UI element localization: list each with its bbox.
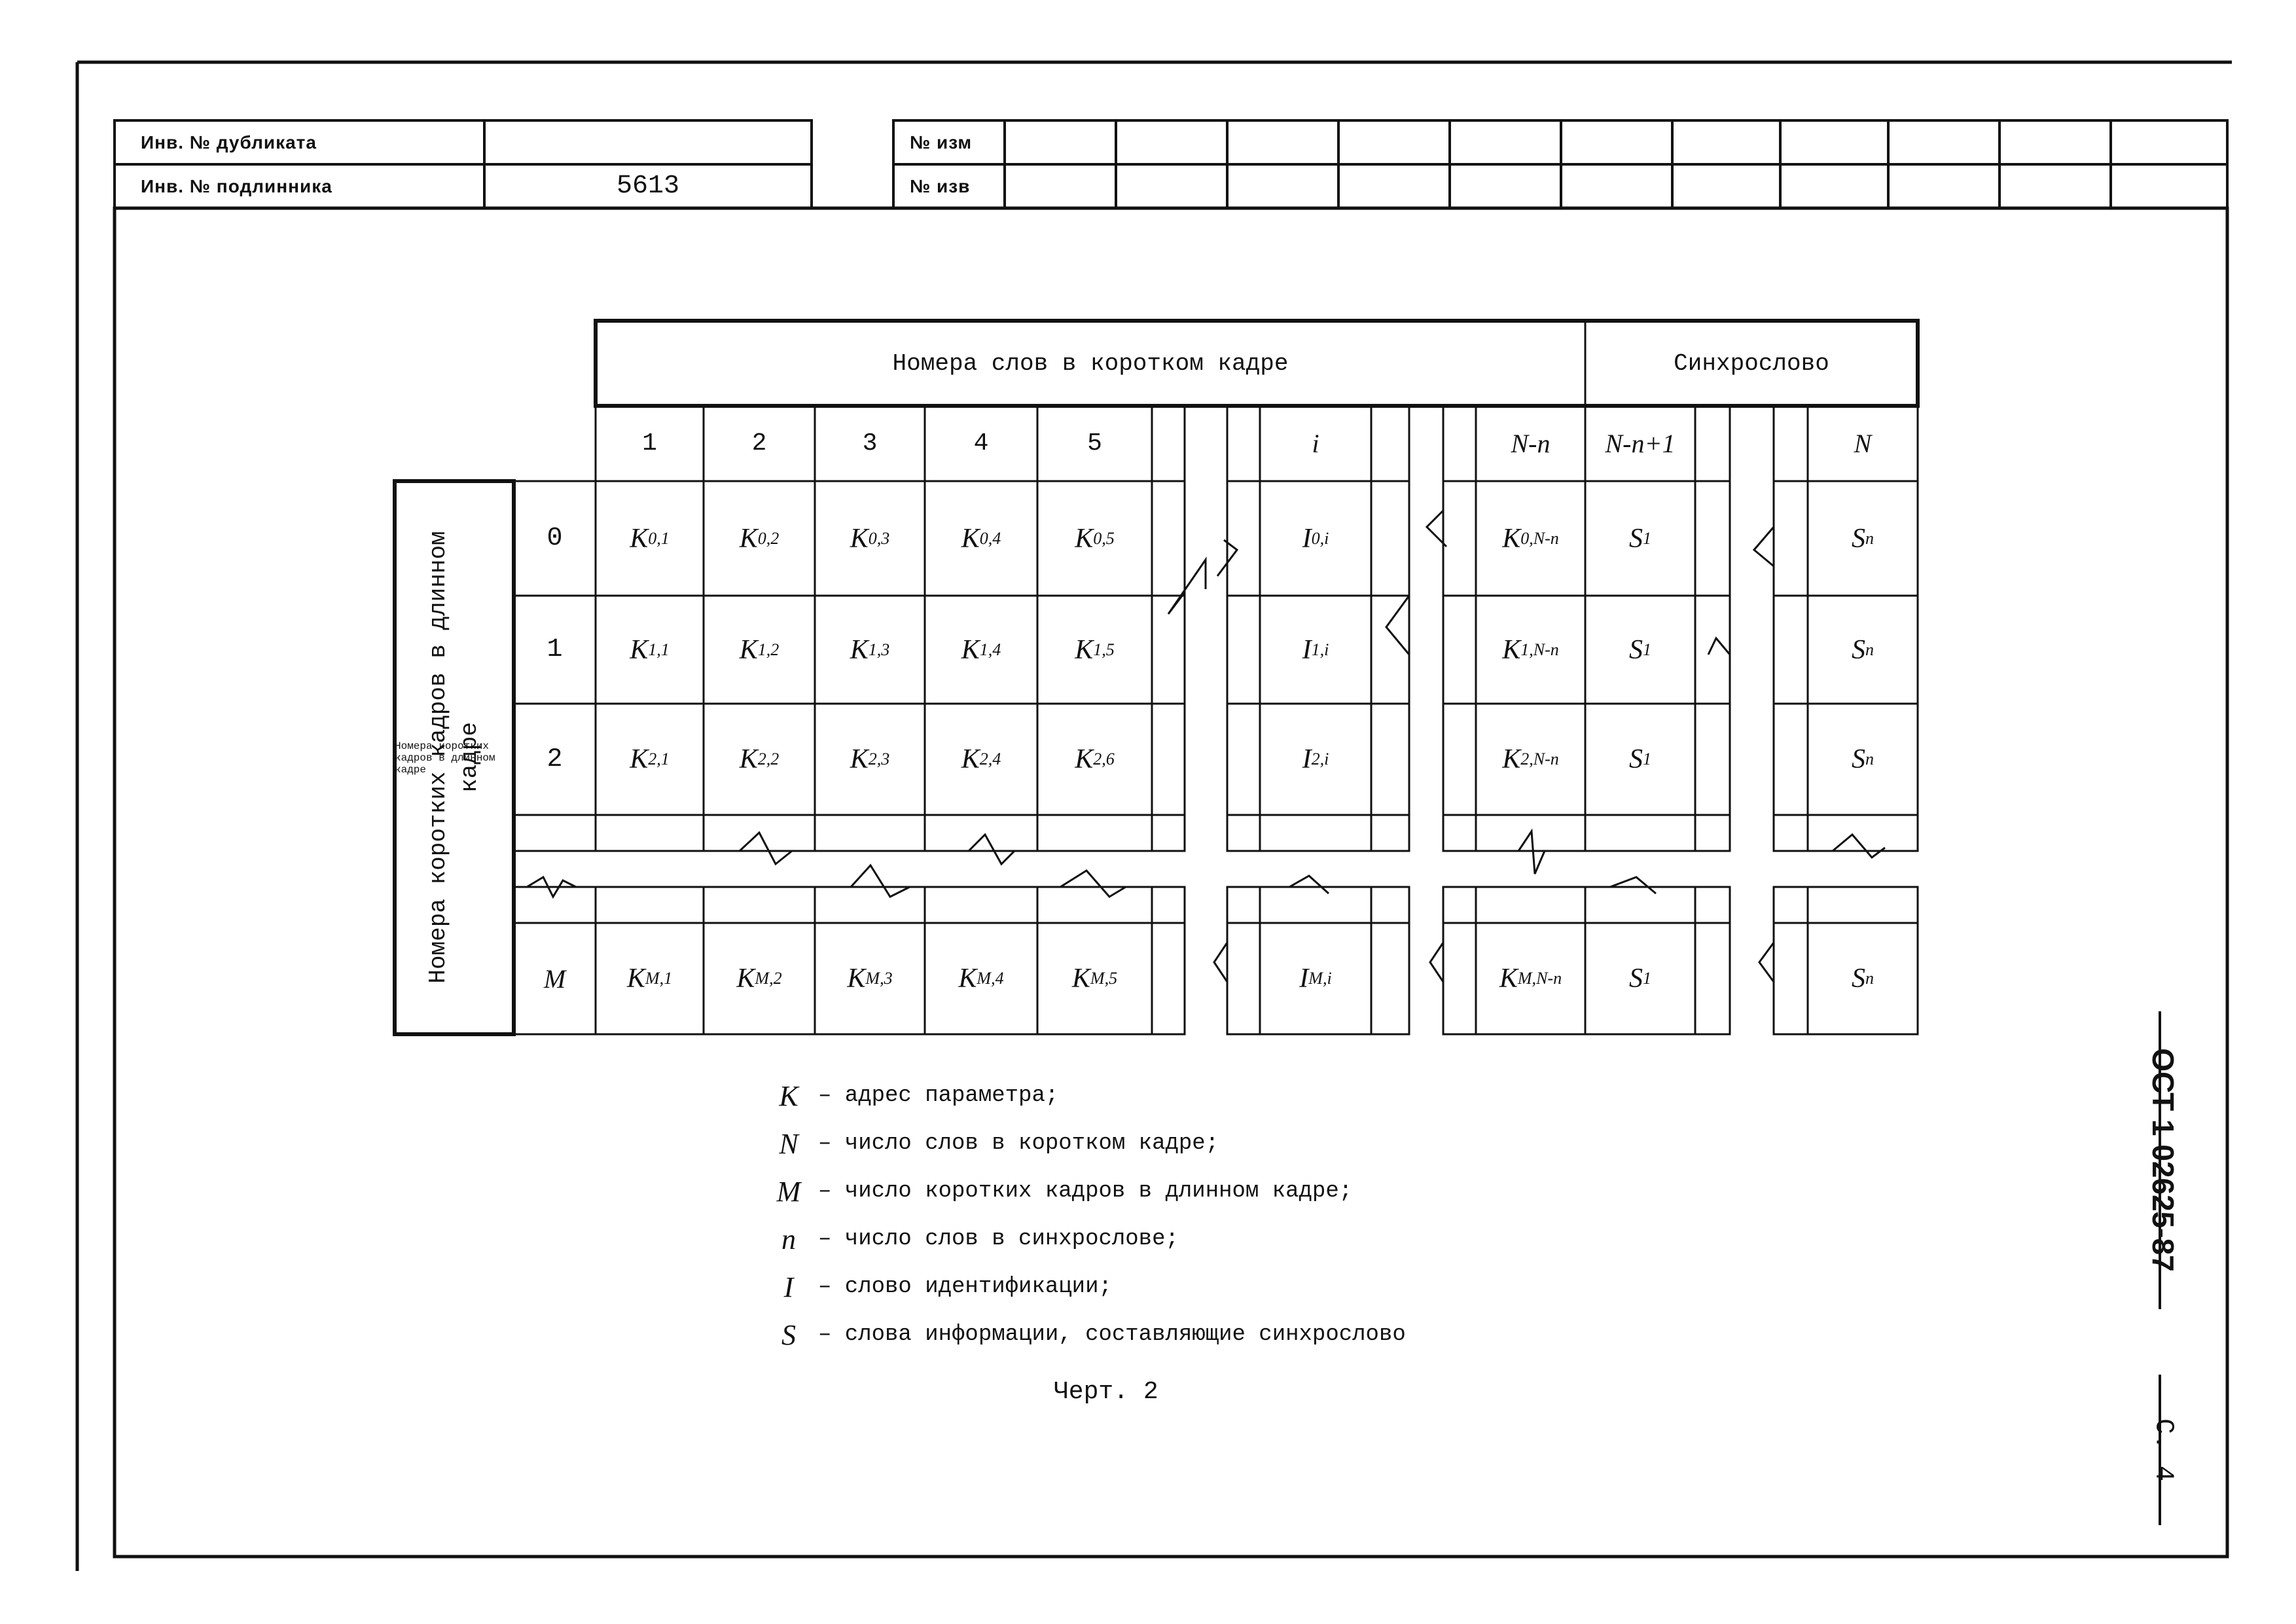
row-label: M [543,964,566,994]
table-cell: K M,1 [626,964,673,994]
table-cell: K 0,5 [1075,523,1115,554]
table-cell: K M,N-n [1499,964,1562,994]
legend-text: – адрес параметра; [818,1083,1059,1108]
table-cell: S n [1851,523,1874,554]
table-cell: I 0,i [1302,523,1329,554]
legend-symbol: M [776,1176,801,1208]
legend-text: – число коротких кадров в длинном кадре; [818,1179,1353,1204]
column-label: N-n+1 [1605,429,1676,458]
column-label: 1 [642,429,657,458]
table-cell: K 2,1 [630,744,670,774]
header-word-numbers: Номера слов в коротком кадре [892,350,1289,377]
table-cell: K M,5 [1071,964,1118,994]
table-cell: S 1 [1628,523,1651,554]
orig-inventory-label: Инв. № подлинника [141,175,332,196]
column-label: N-n [1511,429,1551,458]
table-cell: I 1,i [1302,634,1329,665]
notice-number-label: № изв [910,175,971,196]
table-cell: I M,i [1299,964,1332,994]
legend-symbol: I [783,1271,794,1303]
header-sync-word: Синхрослово [1674,350,1829,377]
page-number: С. 4 [2148,1418,2178,1482]
table-cell: K M,4 [958,964,1004,994]
standard-designation: ОСТ 1 02625-87 [2146,1048,2180,1272]
column-label: N [1854,429,1872,458]
table-cell: K M,2 [736,964,782,994]
table-cell: S 1 [1628,744,1651,774]
row-header-frame-numbers: Номера коротких кадров в длинном кадре [395,740,495,776]
row-label: 1 [547,635,563,664]
table-cell: K 0,4 [961,523,1001,554]
row-label: 2 [547,744,563,774]
legend-text: – число слов в синхрослове; [818,1227,1179,1252]
table-cell: K 1,1 [630,634,670,665]
figure-caption: Черт. 2 [1054,1378,1158,1406]
table-cell: K 2,4 [961,744,1001,774]
row-header-text: Номера коротких кадров в длинном кадре [425,531,483,984]
orig-inventory-value: 5613 [616,171,679,201]
legend-text: – число слов в коротком кадре; [818,1131,1219,1156]
dup-inventory-label: Инв. № дубликата [141,132,317,153]
table-cell: K 0,N-n [1502,523,1559,554]
column-label: 2 [751,429,767,458]
table-cell: K 0,2 [739,523,780,554]
table-cell: S n [1851,964,1874,994]
table-cell: K 2,2 [739,744,780,774]
table-cell: K 1,3 [850,634,890,665]
table-cell: K 1,2 [739,634,780,665]
change-number-label: № изм [910,132,973,153]
table-cell: K 1,4 [961,634,1001,665]
table-cell: K 1,5 [1075,634,1115,665]
row-label: 0 [547,524,563,553]
legend-symbol: N [779,1128,798,1160]
table-cell: S n [1851,634,1874,665]
column-label: 5 [1087,429,1102,458]
legend-symbol: S [781,1319,796,1351]
column-label: 4 [973,429,989,458]
legend-text: – слово идентификации; [818,1274,1112,1299]
table-cell: K 2,3 [850,744,890,774]
table-cell: K 0,1 [630,523,670,554]
table-cell: S 1 [1628,964,1651,994]
table-cell: K M,3 [847,964,893,994]
table-cell: K 2,N-n [1502,744,1559,774]
legend-text: – слова информации, составляющие синхрослово [818,1322,1406,1347]
column-label: i [1312,429,1319,458]
table-cell: S 1 [1628,634,1651,665]
table-cell: S n [1851,744,1874,774]
column-label: 3 [862,429,878,458]
legend-symbol: K [779,1080,798,1112]
legend-symbol: n [781,1223,796,1255]
table-cell: K 0,3 [850,523,890,554]
table-cell: K 2,6 [1075,744,1115,774]
table-cell: K 1,N-n [1502,634,1559,665]
table-cell: I 2,i [1302,744,1329,774]
